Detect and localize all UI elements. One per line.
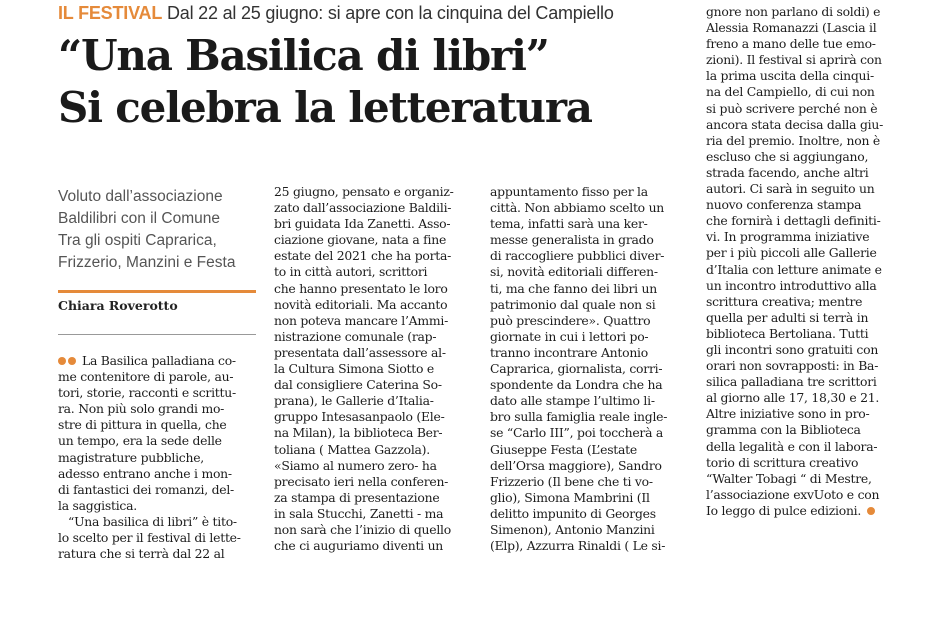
- text-line: Altre iniziative sono in pro-: [706, 406, 870, 422]
- text-line: magistrature pubbliche,: [58, 449, 204, 465]
- text-line: in sala Stucchi, Zanetti - ma: [274, 505, 444, 521]
- text-line: se “Carlo III”, poi toccherà a: [490, 425, 664, 441]
- text-line: nuovo conferenza stampa: [706, 197, 862, 213]
- text-line: quella per adulti si terrà in: [706, 309, 869, 325]
- text-line: l’associazione exvUoto e con: [706, 486, 880, 502]
- text-line: della legalità e con il labora-: [706, 438, 878, 454]
- text-line: per i più piccoli alle Gallerie: [706, 245, 877, 261]
- text-line: “Una basilica di libri” è tito-: [68, 513, 237, 529]
- text-line: zato dall’associazione Baldili-: [274, 200, 452, 216]
- text-line: dal consigliere Caterina So-: [274, 377, 442, 393]
- text-line: escluso che si aggiungano,: [706, 148, 869, 164]
- summary-line: Baldilibri con il Comune: [58, 210, 220, 227]
- text-line: tori, storie, racconti e scrittu-: [58, 385, 236, 401]
- text-line: può prescindere». Quattro: [490, 312, 651, 328]
- text-line: adesso entrano anche i mon-: [58, 465, 232, 481]
- text-line: prana), le Gallerie d’Italia-: [274, 393, 434, 409]
- text-line: la Cultura Simona Siotto e: [274, 361, 434, 377]
- text-line: Giuseppe Festa (L’estate: [490, 441, 637, 457]
- text-line: za stampa di presentazione: [274, 489, 440, 505]
- text-line: la saggistica.: [58, 497, 137, 513]
- text-line: tema, infatti sarà una ker-: [490, 216, 648, 232]
- text-line: toliana ( Mattea Gazzola).: [274, 441, 430, 457]
- text-line: zioni). Il festival si aprirà con: [706, 52, 882, 68]
- text-line: giornate in cui i lettori po-: [490, 328, 649, 344]
- text-line: al giorno alle 17, 18,30 e 21.: [706, 390, 880, 406]
- text-line: to in città autori, scrittori: [274, 264, 428, 280]
- text-line: Simenon), Antonio Manzini: [490, 521, 655, 537]
- text-line: bri guidata Ida Zanetti. Asso-: [274, 216, 451, 232]
- text-line: un incontro introduttivo alla: [706, 277, 877, 293]
- text-line: che fornirà i dettagli definiti-: [706, 213, 881, 229]
- headline-line-1: “Una Basilica di libri”: [58, 31, 549, 80]
- text-line: me contenitore di parole, au-: [58, 369, 234, 385]
- text-line: scrittura creativa; mentre: [706, 293, 863, 309]
- text-line: ratura che si terrà dal 22 al: [58, 546, 225, 562]
- text-line: (Elp), Azzurra Rinaldi ( Le si-: [490, 538, 666, 554]
- text-line: delitto impunito di Georges: [490, 505, 656, 521]
- text-line: di fantastici dei romanzi, del-: [58, 481, 234, 497]
- byline-bottom-rule: [58, 334, 256, 335]
- text-line: silica palladiana tre scrittori: [706, 374, 877, 390]
- text-line: “Walter Tobagi “ di Mestre,: [706, 470, 872, 486]
- text-line: na del Campiello, di cui non: [706, 84, 875, 100]
- text-line: stre di pittura in quella, che: [58, 417, 227, 433]
- text-line: non sarà che l’inizio di quello: [274, 521, 451, 537]
- text-line: un tempo, era la sede delle: [58, 433, 222, 449]
- article-column-1: [58, 353, 258, 562]
- byline: Chiara Roverotto: [58, 298, 178, 313]
- paragraph-start-dots-icon: [58, 353, 78, 369]
- text-line: torio di scrittura creativo: [706, 454, 859, 470]
- text-line: non poteva mancare l’Ammi-: [274, 312, 449, 328]
- text-line: ciazione giovane, nata a fine: [274, 232, 447, 248]
- byline-top-rule: [58, 290, 256, 293]
- article-column-4: [706, 4, 914, 519]
- text-line: freno a mano delle tue emo-: [706, 36, 876, 52]
- text-line: [58, 353, 258, 369]
- text-line: 25 giugno, pensato e organiz-: [274, 184, 454, 199]
- text-line: biblioteca Bertoliana. Tutti: [706, 325, 869, 341]
- text-line: di raccogliere pubblici diver-: [490, 248, 665, 264]
- text-line: patrimonio dal quale non si: [490, 296, 656, 312]
- text-line: tranno incontrare Antonio: [490, 344, 648, 360]
- text-line: gli incontri sono gratuiti con: [706, 341, 879, 357]
- text-line: novità editoriali. Ma accanto: [274, 296, 448, 312]
- text-line: d’Italia con letture animate e: [706, 261, 882, 277]
- text-line: la prima uscita della cinqui-: [706, 68, 874, 84]
- end-of-article-dot-icon: [867, 507, 875, 515]
- text-line-content: Io leggo di pulce edizioni.: [706, 502, 862, 518]
- text-line: bro sulla famiglia reale ingle-: [490, 409, 668, 425]
- summary-line: Tra gli ospiti Caprarica,: [58, 232, 217, 249]
- text-line: [706, 503, 914, 519]
- text-line: messe generalista in grado: [490, 232, 654, 248]
- headline: [58, 30, 698, 134]
- text-line: ancora stata decisa dalla giu-: [706, 116, 884, 132]
- text-line: precisato ieri nella conferen-: [274, 473, 449, 489]
- text-line: estate del 2021 che ha porta-: [274, 248, 452, 264]
- text-line: nistrazione comunale (rap-: [274, 328, 437, 344]
- text-line: si, novità editoriali differen-: [490, 264, 658, 280]
- text-line: Caprarica, giornalista, corri-: [490, 361, 663, 377]
- text-line: vi. In programma iniziative: [706, 229, 870, 245]
- summary-line: Voluto dall’associazione: [58, 188, 223, 205]
- summary: [58, 186, 258, 274]
- text-line: Frizzerio (Il bene che ti vo-: [490, 473, 653, 489]
- text-line: città. Non abbiamo scelto un: [490, 200, 665, 216]
- kicker-label: IL FESTIVAL: [58, 3, 163, 23]
- text-line: strada facendo, anche altri: [706, 164, 869, 180]
- text-line: appuntamento fisso per la: [490, 184, 648, 199]
- text-line: Alessia Romanazzi (Lascia il: [706, 20, 877, 36]
- article-column-3: [490, 184, 690, 554]
- text-line: dell’Orsa maggiore), Sandro: [490, 457, 662, 473]
- text-line: gruppo Intesasanpaolo (Ele-: [274, 409, 445, 425]
- headline-line-2: Si celebra la letteratura: [58, 83, 592, 132]
- text-line: si può scrivere perché non è: [706, 100, 878, 116]
- text-line: lo scelto per il festival di lette-: [58, 530, 241, 546]
- summary-line: Frizzerio, Manzini e Festa: [58, 254, 236, 271]
- text-line: «Siamo al numero zero- ha: [274, 457, 437, 473]
- text-line: glio), Simona Mambrini (Il: [490, 489, 650, 505]
- kicker-text: Dal 22 al 25 giugno: si apre con la cinquina del Campiello: [166, 3, 614, 23]
- text-line: gnore non parlano di soldi) e: [706, 4, 881, 19]
- text-line: ti, ma che fanno dei libri un: [490, 280, 657, 296]
- text-line: dato alle stampe l’ultimo li-: [490, 393, 655, 409]
- text-line: ria del premio. Inoltre, non è: [706, 132, 880, 148]
- kicker: [58, 2, 698, 24]
- text-line: che ci auguriamo diventi un: [274, 538, 444, 554]
- text-line: spondente da Londra che ha: [490, 377, 663, 393]
- text-line: ra. Non più solo grandi mo-: [58, 401, 225, 417]
- text-line: che hanno presentato le loro: [274, 280, 448, 296]
- text-line: na Milan), la biblioteca Ber-: [274, 425, 443, 441]
- text-line-content: La Basilica palladiana co-: [82, 353, 236, 368]
- text-line: presentata dall’assessore al-: [274, 344, 446, 360]
- article-column-2: [274, 184, 474, 554]
- text-line: autori. Ci sarà in seguito un: [706, 181, 875, 197]
- text-line: gramma con la Biblioteca: [706, 422, 861, 438]
- text-line: orari non sovrapposti: in Ba-: [706, 358, 879, 374]
